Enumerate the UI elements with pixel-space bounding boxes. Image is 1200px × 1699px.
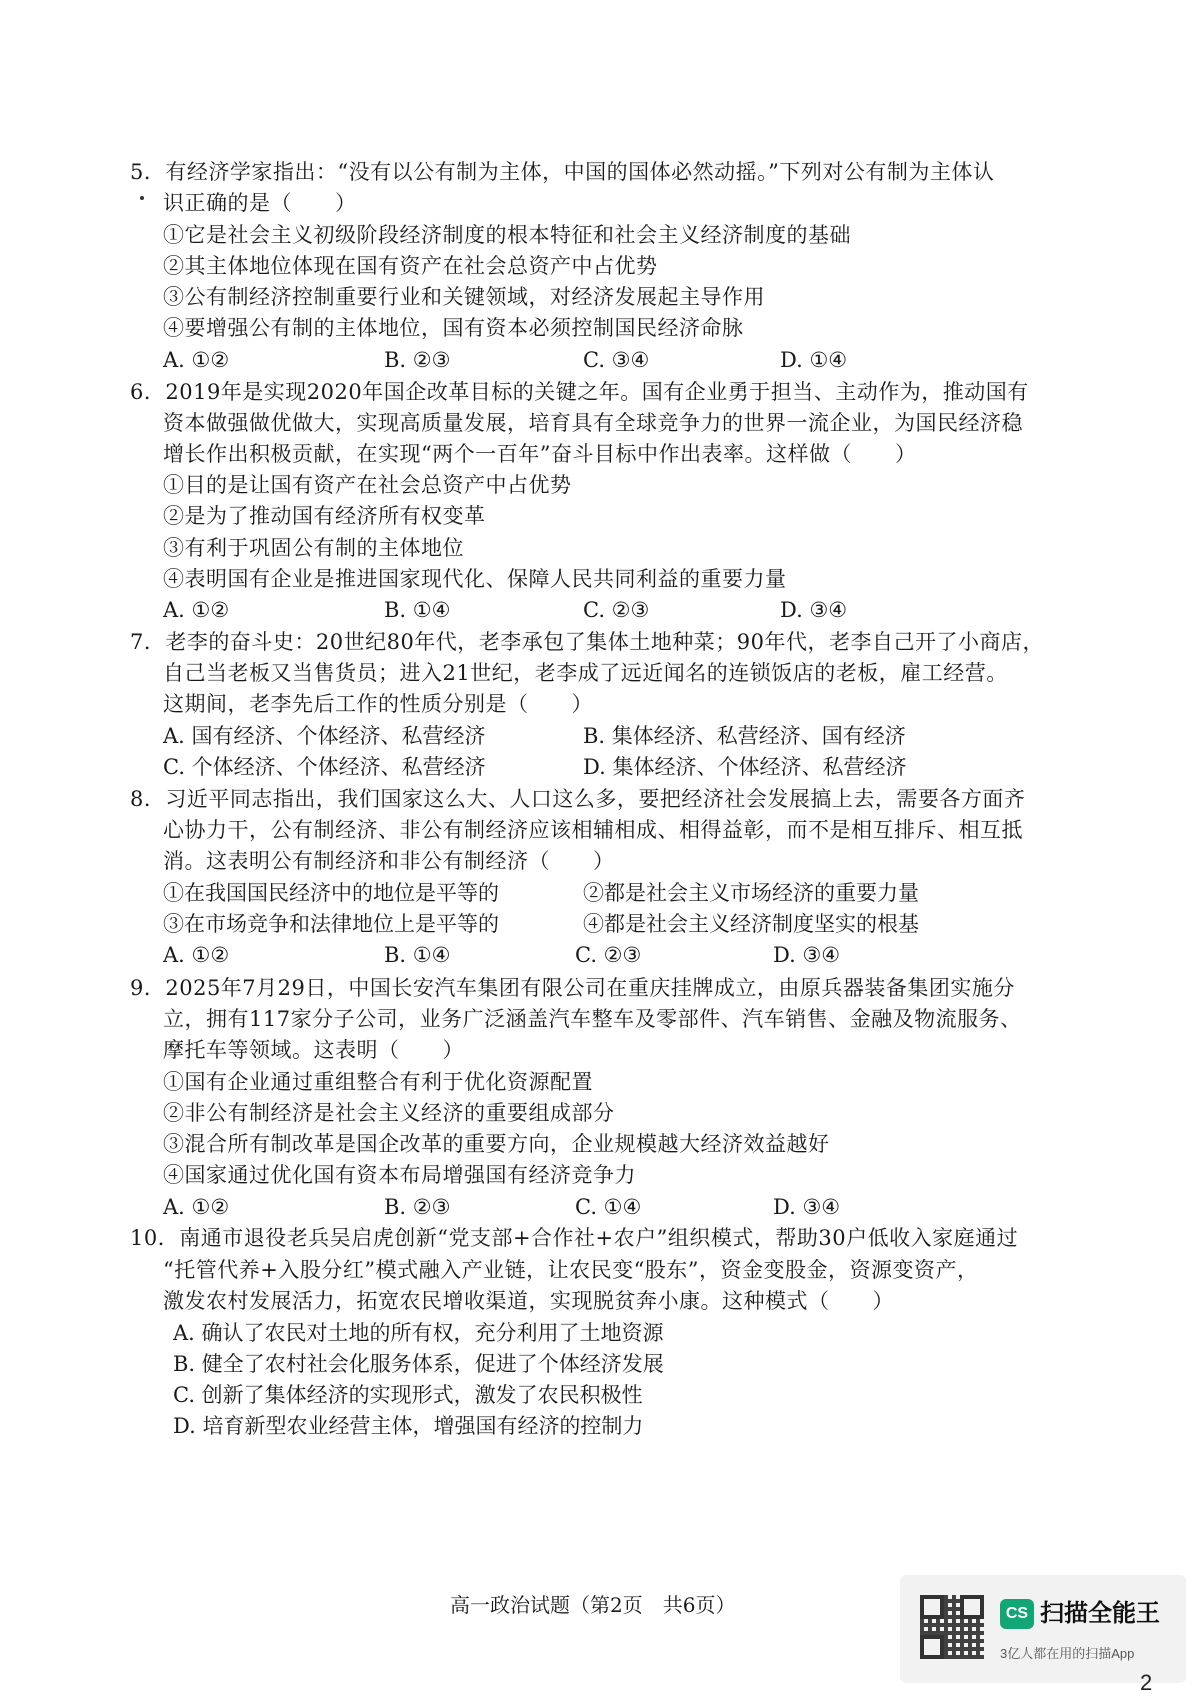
option-a: A. 确认了农民对土地的所有权，充分利用了土地资源: [173, 1321, 664, 1345]
question-text: 立，拥有117家分子公司，业务广泛涵盖汽车整车及零部件、汽车销售、金融及物流服务、: [163, 1007, 1022, 1031]
page-number: 2: [1140, 1670, 1153, 1695]
option-c: C. 创新了集体经济的实现形式，激发了农民积极性: [173, 1383, 643, 1407]
option-a: A. ①②: [163, 598, 230, 622]
option-b: B. 健全了农村社会化服务体系，促进了个体经济发展: [173, 1352, 664, 1376]
scanner-watermark: [900, 1575, 1186, 1683]
statement: ④要增强公有制的主体地位，国有资本必须控制国民经济命脉: [163, 316, 744, 340]
question-text: 激发农村发展活力，拓宽农民增收渠道，实现脱贫奔小康。这种模式（ ）: [163, 1289, 894, 1313]
option-a: A. ①②: [163, 1195, 230, 1219]
question-text: 资本做强做优做大，实现高质量发展，培育具有全球竞争力的世界一流企业，为国民经济稳: [163, 411, 1023, 435]
option-a: A. ①②: [163, 348, 230, 372]
option-b: B. ①④: [384, 943, 451, 967]
statement: ③混合所有制改革是国企改革的重要方向，企业规模越大经济效益越好: [163, 1132, 830, 1156]
option-d: D. 培育新型农业经营主体，增强国有经济的控制力: [173, 1414, 644, 1438]
question-text: 9．2025年7月29日，中国长安汽车集团有限公司在重庆挂牌成立，由原兵器装备集团实施分: [130, 976, 1015, 1000]
option-b: B. ②③: [384, 348, 451, 372]
question-text: 摩托车等领域。这表明（ ）: [163, 1038, 464, 1062]
question-text: 自己当老板又当售货员；进入21世纪，老李成了远近闻名的连锁饭店的老板，雇工经营。: [163, 661, 1008, 685]
question-text: 10．南通市退役老兵吴启虎创新“党支部+合作社+农户”组织模式，帮助30户低收入家庭通过: [130, 1226, 1019, 1250]
statement: ③公有制经济控制重要行业和关键领域，对经济发展起主导作用: [163, 285, 765, 309]
statement: ④国家通过优化国有资本布局增强国有经济竞争力: [163, 1163, 636, 1187]
option-c: C. ③④: [583, 348, 650, 372]
option-b: B. ①④: [384, 598, 451, 622]
option-c: C. 个体经济、个体经济、私营经济: [163, 755, 486, 779]
statement: ①它是社会主义初级阶段经济制度的根本特征和社会主义经济制度的基础: [163, 223, 851, 247]
option-b: B. ②③: [384, 1195, 451, 1219]
option-b: B. 集体经济、私营经济、国有经济: [583, 724, 906, 748]
statement: ①国有企业通过重组整合有利于优化资源配置: [163, 1070, 593, 1094]
question-text: 6．2019年是实现2020年国企改革目标的关键之年。国有企业勇于担当、主动作为，推动国有: [130, 380, 1029, 404]
statement: ④都是社会主义经济制度坚实的根基: [583, 912, 919, 936]
statement: ②非公有制经济是社会主义经济的重要组成部分: [163, 1101, 615, 1125]
question-text: 心协力干，公有制经济、非公有制经济应该相辅相成、相得益彰，而不是相互排斥、相互抵: [163, 818, 1023, 842]
question-text: “托管代养+入股分红”模式融入产业链，让农民变“股东”，资金变股金，资源变资产，: [163, 1258, 979, 1282]
statement: ③有利于巩固公有制的主体地位: [163, 536, 464, 560]
option-d: D. ③④: [773, 1195, 841, 1219]
option-c: C. ②③: [575, 943, 642, 967]
question-text: 5．有经济学家指出：“没有以公有制为主体，中国的国体必然动摇。”下列对公有制为主体认: [130, 160, 995, 184]
question-text: 这期间，老李先后工作的性质分别是（ ）: [163, 692, 593, 716]
question-text: 增长作出积极贡献，在实现“两个一百年”奋斗目标中作出表率。这样做（ ）: [163, 442, 917, 466]
qr-code-icon: [920, 1595, 984, 1659]
statement: ②都是社会主义市场经济的重要力量: [583, 881, 919, 905]
question-text: 识正确的是（ ）: [163, 191, 357, 215]
option-c: C. ①④: [575, 1195, 642, 1219]
option-a: A. ①②: [163, 943, 230, 967]
statement: ①在我国国民经济中的地位是平等的: [163, 881, 499, 905]
option-d: D. ③④: [780, 598, 848, 622]
option-d: D. ①④: [780, 348, 848, 372]
brand-name: 扫描全能王: [1040, 1600, 1160, 1627]
statement: ③在市场竞争和法律地位上是平等的: [163, 912, 499, 936]
question-text: 7．老李的奋斗史：20世纪80年代，老李承包了集体土地种菜；90年代，老李自己开了小商店，: [130, 630, 1045, 654]
brand-tagline: 3亿人都在用的扫描App: [1000, 1646, 1135, 1661]
scan-dot: [140, 196, 144, 200]
question-text: 消。这表明公有制经济和非公有制经济（ ）: [163, 849, 615, 873]
option-a: A. 国有经济、个体经济、私营经济: [163, 724, 486, 748]
option-c: C. ②③: [583, 598, 650, 622]
page-footer: 高一政治试题（第2页 共6页）: [450, 1593, 736, 1617]
statement: ④表明国有企业是推进国家现代化、保障人民共同利益的重要力量: [163, 567, 787, 591]
statement: ②其主体地位体现在国有资产在社会总资产中占优势: [163, 254, 658, 278]
statement: ②是为了推动国有经济所有权变革: [163, 504, 486, 528]
option-d: D. ③④: [773, 943, 841, 967]
statement: ①目的是让国有资产在社会总资产中占优势: [163, 473, 572, 497]
camscanner-logo: CS: [1000, 1599, 1034, 1629]
option-d: D. 集体经济、个体经济、私营经济: [583, 755, 907, 779]
question-text: 8．习近平同志指出，我们国家这么大、人口这么多，要把经济社会发展搞上去，需要各方面齐: [130, 787, 1026, 811]
